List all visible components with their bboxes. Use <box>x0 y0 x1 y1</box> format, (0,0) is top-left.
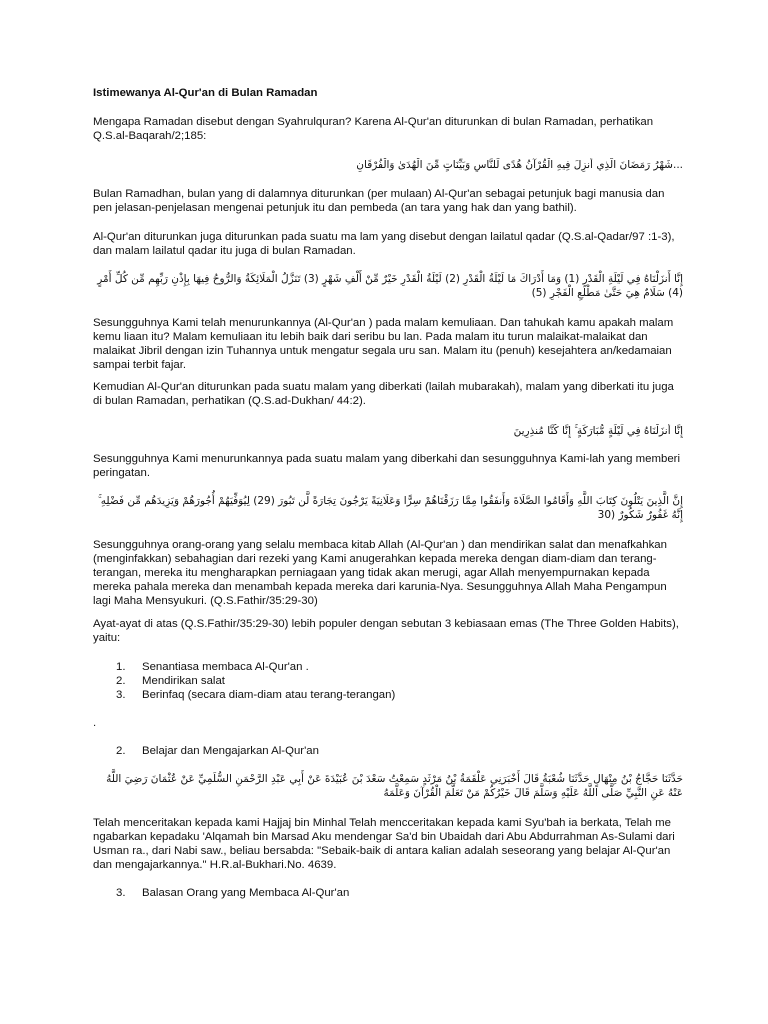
list-item-text: Mendirikan salat <box>142 675 225 687</box>
paragraph-translation-baqarah: Bulan Ramadhan, bulan yang di dalamnya diturunkan (per mulaan) Al-Qur'an sebagai petunjuk bagi manusia dan pen jelasan-penjelasan mengenai petunjuk itu dan pembeda (an tara yang hak dan yang bathil). <box>93 188 665 214</box>
section-title: Balasan Orang yang Membaca Al-Qur'an <box>142 887 350 899</box>
list-number: 2. <box>116 675 126 687</box>
paragraph-intro: Mengapa Ramadan disebut dengan Syahrulquran? Karena Al-Qur'an diturunkan di bulan Ramadan, perhatikan Q.S.al-Baqarah/2;185: <box>93 116 654 142</box>
list-item-text: Berinfaq (secara diam-diam atau terang-terangan) <box>142 689 396 701</box>
list-item <box>93 660 683 674</box>
paragraph-translation-dukhan: Sesungguhnya Kami menurunkannya pada suatu malam yang diberkahi dan sesungguhnya Kami-lah yang memberi peringatan. <box>93 453 680 479</box>
section-title: Belajar dan Mengajarkan Al-Qur'an <box>142 745 319 757</box>
arabic-verse-dukhan: إِنَّا أَنزَلْنَاهُ فِي لَيْلَةٍ مُّبَارَكَةٍ ۚ إِنَّا كُنَّا مُنذِرِينَ <box>513 425 683 437</box>
arabic-verse-baqarah: ...شَهْرُ رَمَضَانَ الَّذِي أُنزِلَ فِيهِ الْقُرْآنُ هُدًى لِّلنَّاسِ وَبَيِّنَاتٍ مِّنَ الْهُدَىٰ وَالْفُرْقَانِ <box>356 159 683 171</box>
paragraph-translation-fathir: Sesungguhnya orang-orang yang selalu membaca kitab Allah (Al-Qur'an ) dan mendirikan salat dan menafkahkan (menginfakkan) sebahagian dari rezeki yang Kami anugerahkan kepada mereka dengan diam-diam dan terang-terangan, mereka itu mengharapkan perniagaan yang tidak akan merugi, agar Allah menyempurnakan kepada mereka pahala mereka dan menambah kepada mereka dari karunia-Nya. Sesungguhnya Allah Maha Pengampun lagi Maha Mensyukuri. (Q.S.Fathir/35:29-30) <box>93 539 667 607</box>
list-item <box>93 674 683 688</box>
paragraph-dukhan: Kemudian Al-Qur'an diturunkan pada suatu malam yang diberkati (lailah mubarakah), malam yang diberkati itu juga di bulan Ramadan, perhatikan (Q.S.ad-Dukhan/ 44:2). <box>93 381 674 407</box>
list-number: 1. <box>116 661 126 673</box>
paragraph-lailatul-qadar: Al-Qur'an diturunkan juga diturunkan pada suatu ma lam yang disebut dengan lailatul qadar (Q.S.al-Qadar/97 :1-3), dan malam lailatul qadar itu juga di bulan Ramadan. <box>93 231 675 257</box>
section-heading-2 <box>116 744 319 758</box>
section-number: 3. <box>116 887 126 899</box>
stray-dot: . <box>93 717 97 729</box>
list-item <box>93 688 683 702</box>
list-number: 3. <box>116 689 126 701</box>
list-item-text: Senantiasa membaca Al-Qur'an . <box>142 661 309 673</box>
document-title: Istimewanya Al-Qur'an di Bulan Ramadan <box>93 87 318 99</box>
arabic-verse-qadar: إِنَّا أَنزَلْنَاهُ فِي لَيْلَةِ الْقَدْرِ (1) وَمَا أَدْرَاكَ مَا لَيْلَةُ الْقَدْرِ (2) لَيْلَةُ الْقَدْرِ خَيْرٌ مِّنْ أَلْفِ شَهْرٍ (3) تَنَزَّلُ الْمَلَائِكَةُ وَالرُّوحُ فِيهَا بِإِذْنِ رَبِّهِم مِّن كُلِّ أَمْرٍ (4) سَلَامٌ هِيَ حَتَّىٰ مَطْلَعِ الْفَجْرِ (5) <box>97 273 683 299</box>
paragraph-translation-qadar: Sesungguhnya Kami telah menurunkannya (Al-Qur'an ) pada malam kemuliaan. Dan tahukah kamu apakah malam kemu liaan itu? Malam kemuliaan itu lebih baik dari seribu bu lan. Pada malam itu turun malaikat-malaikat dan malaikat Jibril dengan izin Tuhannya untuk mengatur segala uru san. Malam itu (penuh) kesejahtera an/kedamaian sampai terbit fajar. <box>93 317 674 371</box>
paragraph-golden-habits: Ayat-ayat di atas (Q.S.Fathir/35:29-30) lebih populer dengan sebutan 3 kebiasaan emas (The Three Golden Habits), yaitu: <box>93 618 679 644</box>
section-number: 2. <box>116 745 126 757</box>
arabic-verse-fathir: إِنَّ الَّذِينَ يَتْلُونَ كِتَابَ اللَّهِ وَأَقَامُوا الصَّلَاةَ وَأَنفَقُوا مِمَّا رَزَقْنَاهُمْ سِرًّا وَعَلَانِيَةً يَرْجُونَ تِجَارَةً لَّن تَبُورَ (29) لِيُوَفِّيَهُمْ أُجُورَهُمْ وَيَزِيدَهُم مِّن فَضْلِهِ ۚ إِنَّهُ غَفُورٌ شَكُورٌ (30 <box>98 495 683 521</box>
arabic-hadith: حَدَّثَنَا حَجَّاجُ بْنُ مِنْهَالٍ حَدَّثَنَا شُعْبَةُ قَالَ أَخْبَرَنِي عَلْقَمَةُ بْنُ مَرْثَدٍ سَمِعْتُ سَعْدَ بْنَ عُبَيْدَةَ عَنْ أَبِي عَبْدِ الرَّحْمَنِ السُّلَمِيِّ عَنْ عُثْمَانَ رَضِيَ اللَّهُ عَنْهُ عَنِ النَّبِيِّ صَلَّى اللَّهُ عَلَيْهِ وَسَلَّمَ قَالَ خَيْرُكُمْ مَنْ تَعَلَّمَ الْقُرْآنَ وَعَلَّمَهُ <box>106 773 683 799</box>
paragraph-hadith-translation: Telah menceritakan kepada kami Hajjaj bin Minhal Telah mencceritakan kepada kami Syu'bah ia berkata, Telah me ngabarkan kepadaku 'Alqamah bin Marsad Aku mendengar Sa'd bin Ubaidah dari Abu Abdurrahman As-Sulami dari Usman ra., dari Nabi saw., beliau bersabda: "Sebaik-baik di antara kalian adalah seseorang yang belajar Al-Qur'an dan mengajarkannya." H.R.al-Bukhari.No. 4639. <box>93 817 675 871</box>
golden-habits-list <box>93 660 683 702</box>
section-heading-3 <box>116 886 349 900</box>
